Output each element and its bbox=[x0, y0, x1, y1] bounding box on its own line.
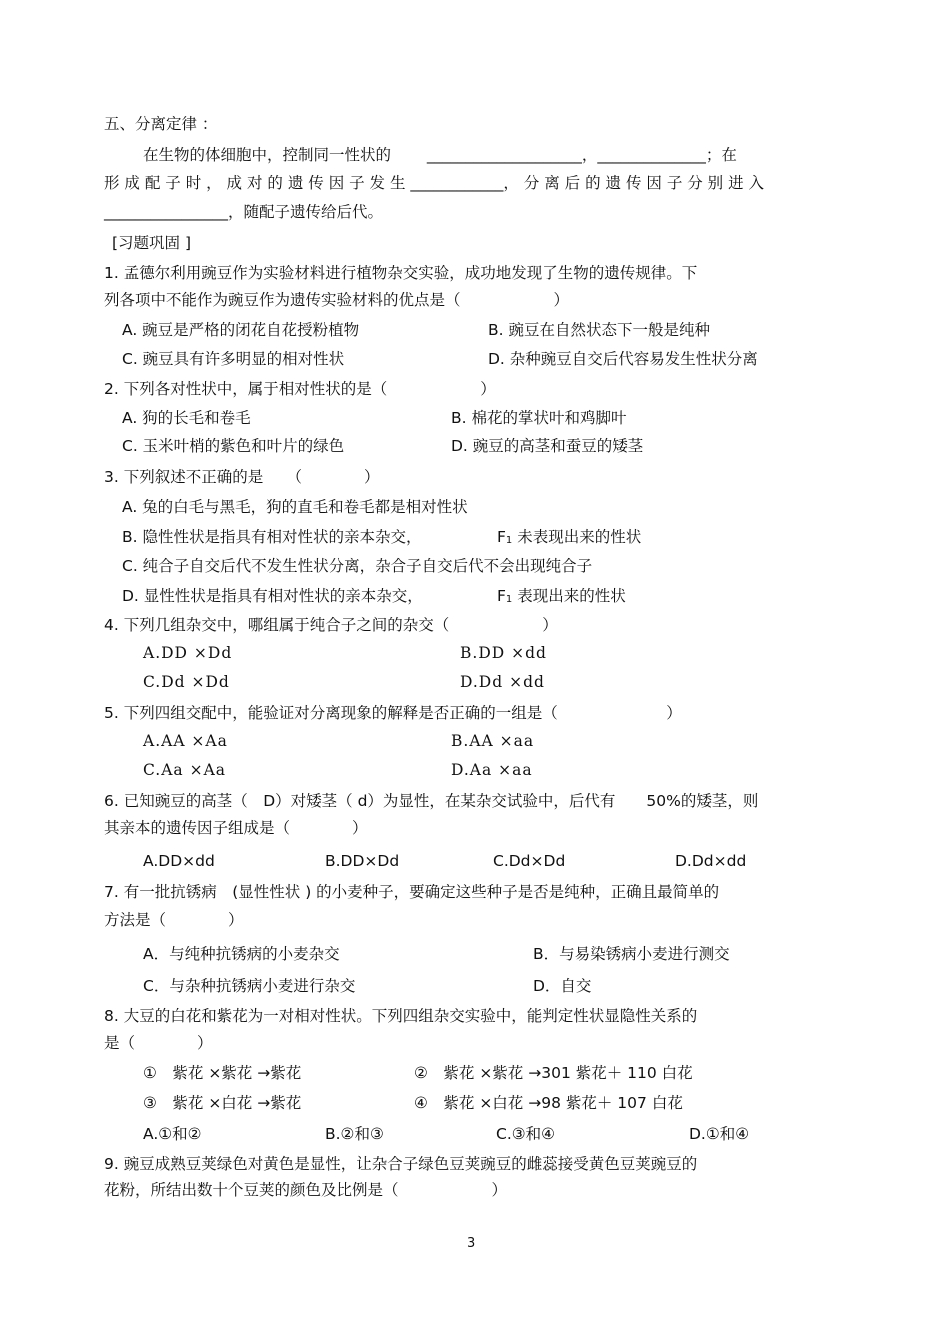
q4-option-d: D.Dd ×dd bbox=[460, 673, 545, 691]
question-4-line-1: 4. 下列几组杂交中，哪组属于纯合子之间的杂交（ ） bbox=[104, 616, 558, 634]
q3-option-c: C. 纯合子自交后代不发生性状分离，杂合子自交后代不会出现纯合子 bbox=[122, 557, 593, 575]
q6-option-a: A.DD×dd bbox=[143, 852, 215, 870]
q2-option-d: D. 豌豆的高茎和蚕豆的矮茎 bbox=[451, 437, 644, 455]
q3-option-d-tail bbox=[497, 586, 626, 610]
section-title: 五、分离定律 ： bbox=[104, 115, 218, 133]
f1-subscript: 1 bbox=[505, 535, 513, 546]
q2-option-c: C. 玉米叶梢的紫色和叶片的绿色 bbox=[122, 437, 345, 455]
question-6-line-2: 其亲本的遗传因子组成是（ ） bbox=[104, 819, 368, 837]
q3-option-d-tail-text: 表现出来的性状 bbox=[517, 587, 626, 605]
q4-option-c: C.Dd ×Dd bbox=[143, 673, 230, 691]
q7-option-a: A．与纯种抗锈病的小麦杂交 bbox=[143, 945, 340, 963]
law-line-2: 形 成 配 子 时 ， 成 对 的 遗 传 因 子 发 生 ____________， 分 离 后 的 遗 传 因 子 分 别 进 入 bbox=[104, 174, 765, 192]
q8-option-a: A.①和② bbox=[143, 1125, 202, 1143]
q5-option-c: C.Aa ×Aa bbox=[143, 761, 227, 779]
q7-option-b: B．与易染锈病小麦进行测交 bbox=[533, 945, 730, 963]
q3-option-b: B. 隐性性状是指具有相对性状的亲本杂交， bbox=[122, 528, 422, 546]
q5-option-a: A.AA ×Aa bbox=[143, 732, 228, 750]
question-6-line-1: 6. 已知豌豆的高茎（ D）对矮茎（ d）为显性，在某杂交试验中，后代有 50%的矮茎，则 bbox=[104, 792, 759, 810]
question-3-line-1: 3. 下列叙述不正确的是 （ ） bbox=[104, 468, 380, 486]
q2-option-a: A. 狗的长毛和卷毛 bbox=[122, 409, 251, 427]
question-9-line-2: 花粉，所结出数十个豆荚的颜色及比例是（ ） bbox=[104, 1181, 508, 1199]
exercise-header: [习题巩固 ] bbox=[112, 234, 192, 252]
q8-cross-2: ② 紫花 ×紫花 →301 紫花＋ 110 白花 bbox=[414, 1064, 693, 1082]
q8-cross-4: ④ 紫花 ×白花 →98 紫花＋ 107 白花 bbox=[414, 1094, 683, 1112]
f1-subscript: 1 bbox=[505, 594, 513, 605]
question-7-line-2: 方法是（ ） bbox=[104, 911, 244, 929]
q1-option-b: B. 豌豆在自然状态下一般是纯种 bbox=[488, 321, 710, 339]
f1-label: F bbox=[497, 528, 506, 546]
question-9-line-1: 9. 豌豆成熟豆荚绿色对黄色是显性，让杂合子绿色豆荚豌豆的雌蕊接受黄色豆荚豌豆的 bbox=[104, 1155, 698, 1173]
q1-option-c: C. 豌豆具有许多明显的相对性状 bbox=[122, 350, 345, 368]
q8-option-c: C.③和④ bbox=[496, 1125, 556, 1143]
q7-option-c: C．与杂种抗锈病小麦进行杂交 bbox=[143, 977, 356, 995]
q3-option-b-tail bbox=[497, 527, 641, 551]
f1-label: F bbox=[497, 587, 506, 605]
law-line-3: ________________，随配子遗传给后代。 bbox=[104, 203, 384, 221]
question-1-line-1: 1. 孟德尔利用豌豆作为实验材料进行植物杂交实验，成功地发现了生物的遗传规律。下 bbox=[104, 264, 698, 282]
q4-option-a: A.DD ×Dd bbox=[143, 644, 233, 662]
q8-option-d: D.①和④ bbox=[689, 1125, 750, 1143]
q6-option-b: B.DD×Dd bbox=[325, 852, 400, 870]
question-7-line-1: 7. 有一批抗锈病 (显性性状 ) 的小麦种子，要确定这些种子是否是纯种，正确且最简单的 bbox=[104, 883, 720, 901]
question-8-line-2: 是（ ） bbox=[104, 1034, 213, 1052]
q2-option-b: B. 棉花的掌状叶和鸡脚叶 bbox=[451, 409, 627, 427]
q3-option-a: A. 兔的白毛与黑毛，狗的直毛和卷毛都是相对性状 bbox=[122, 498, 468, 516]
q8-cross-1: ① 紫花 ×紫花 →紫花 bbox=[143, 1064, 302, 1082]
law-line-1: 在生物的体细胞中，控制同一性状的 ____________________，______________；在 bbox=[143, 146, 737, 164]
q4-option-b: B.DD ×dd bbox=[460, 644, 547, 662]
q1-option-a: A. 豌豆是严格的闭花自花授粉植物 bbox=[122, 321, 360, 339]
question-8-line-1: 8. 大豆的白花和紫花为一对相对性状。下列四组杂交实验中，能判定性状显隐性关系的 bbox=[104, 1007, 698, 1025]
q3-option-d: D. 显性性状是指具有相对性状的亲本杂交， bbox=[122, 587, 423, 605]
q6-option-d: D.Dd×dd bbox=[675, 852, 747, 870]
q8-cross-3: ③ 紫花 ×白花 →紫花 bbox=[143, 1094, 302, 1112]
q8-option-b: B.②和③ bbox=[325, 1125, 384, 1143]
q3-option-b-tail-text: 未表现出来的性状 bbox=[517, 528, 642, 546]
q1-option-d: D. 杂种豌豆自交后代容易发生性状分离 bbox=[488, 350, 758, 368]
q7-option-d: D．自交 bbox=[533, 977, 592, 995]
q5-option-d: D.Aa ×aa bbox=[451, 761, 533, 779]
q6-option-c: C.Dd×Dd bbox=[493, 852, 566, 870]
question-5-line-1: 5. 下列四组交配中，能验证对分离现象的解释是否正确的一组是（ ） bbox=[104, 704, 682, 722]
q5-option-b: B.AA ×aa bbox=[451, 732, 535, 750]
question-1-line-2: 列各项中不能作为豌豆作为遗传实验材料的优点是（ ） bbox=[104, 291, 570, 309]
question-2-line-1: 2. 下列各对性状中，属于相对性状的是（ ） bbox=[104, 380, 496, 398]
page-number: 3 bbox=[467, 1236, 476, 1251]
